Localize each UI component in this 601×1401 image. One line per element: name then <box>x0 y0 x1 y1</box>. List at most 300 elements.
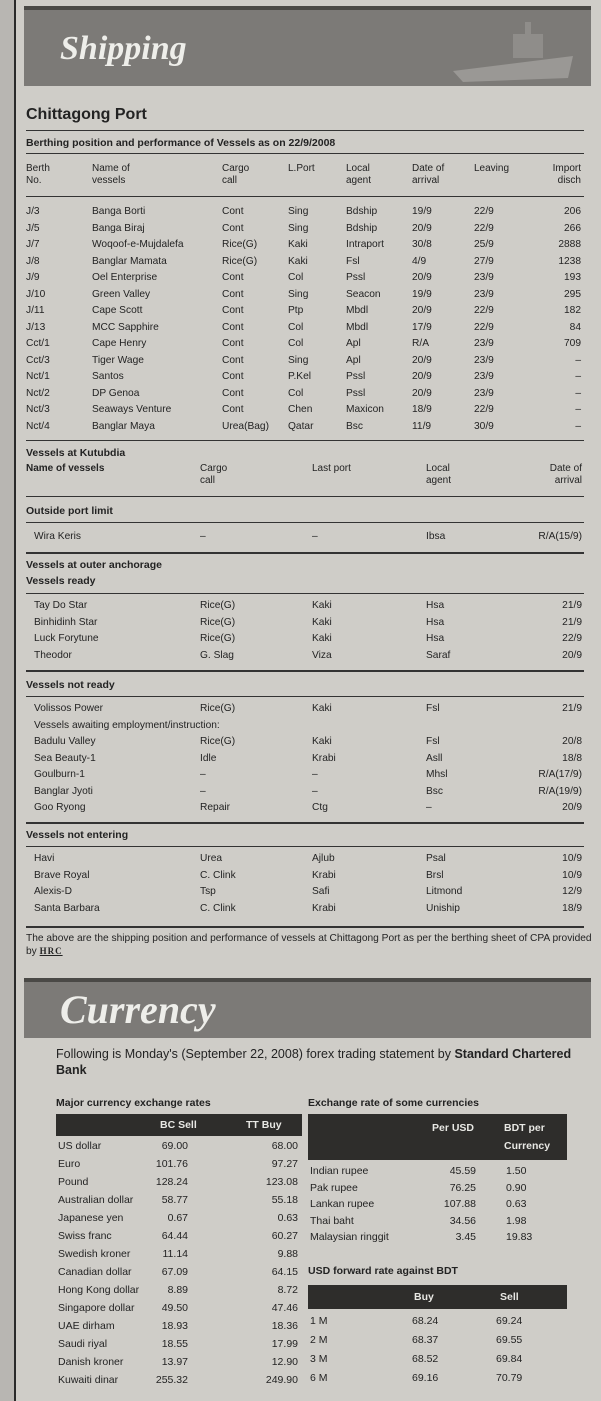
bc-sell-rate: 255.32 <box>155 1374 188 1386</box>
arrival-date: 20/8 <box>562 736 582 747</box>
arrival-date: 21/9 <box>562 616 582 628</box>
currency-name: Kuwaiti dinar <box>58 1374 119 1386</box>
vessel-name: Theodor <box>34 649 72 661</box>
per-usd-header: Per USD <box>432 1122 475 1134</box>
header-name: Name of <box>92 163 130 174</box>
arrival-date: 20/9 <box>412 222 432 234</box>
import-disch: – <box>575 420 581 432</box>
newspaper-page <box>16 0 601 1401</box>
vessel-name: Banglar Maya <box>92 420 155 432</box>
kutubdia-header-lastport: Last port <box>312 463 351 474</box>
some-rates-header <box>308 1114 567 1160</box>
arrival-date: R/A(15/9) <box>538 531 582 542</box>
arrival-date: 18/9 <box>562 902 582 914</box>
kutubdia-header-name: Name of vessels <box>26 463 105 474</box>
forward-rates-title: USD forward rate against BDT <box>308 1265 458 1277</box>
berth-no: J/11 <box>26 305 45 316</box>
cargo: Cont <box>222 206 244 217</box>
sell-header: Sell <box>500 1291 519 1303</box>
bdt-per-currency: 0.90 <box>506 1181 527 1194</box>
vessel-name: Woqoof-e-Mujdalefa <box>92 239 184 250</box>
local-agent: Bsc <box>426 785 443 797</box>
leaving-date: 23/9 <box>474 371 494 382</box>
import-disch: 709 <box>564 338 581 349</box>
tt-buy-rate: 123.08 <box>265 1176 298 1188</box>
header-cargo: Cargo <box>222 163 250 174</box>
vessel-name: DP Genoa <box>92 387 140 399</box>
bdt-per-currency: 0.63 <box>506 1198 527 1210</box>
local-agent: Apl <box>346 338 361 349</box>
local-agent: Brsl <box>426 869 444 881</box>
vessel-name: Santa Barbara <box>34 902 100 914</box>
vessel-name: Cape Henry <box>92 338 147 349</box>
arrival-date: 21/9 <box>562 600 582 611</box>
cargo: Rice(G) <box>222 239 258 250</box>
divider <box>26 593 584 594</box>
last-port: Safi <box>312 886 330 897</box>
forward-sell: 70.79 <box>496 1372 523 1384</box>
tt-buy-rate: 68.00 <box>271 1140 298 1152</box>
last-port: Kaki <box>312 616 332 628</box>
load-port: Col <box>288 338 304 349</box>
bc-sell-rate: 8.89 <box>167 1284 188 1296</box>
header-cargo: call <box>222 175 238 186</box>
arrival-date: 11/9 <box>412 420 432 432</box>
cargo: Repair <box>200 802 231 813</box>
currency-name: Thai baht <box>310 1214 354 1227</box>
forward-buy: 68.52 <box>412 1353 439 1365</box>
vessel-name: Sea Beauty-1 <box>34 752 96 764</box>
currency-banner <box>24 978 591 1038</box>
leaving-date: 23/9 <box>474 387 494 399</box>
kutubdia-header-agent: agent <box>426 475 452 486</box>
kutubdia-header-arrival: arrival <box>554 475 582 486</box>
local-agent: Saraf <box>426 649 451 661</box>
local-agent: Bsc <box>346 420 363 432</box>
cargo: Cont <box>222 222 244 234</box>
berth-no: Nct/3 <box>26 404 50 415</box>
vessel-name: Havi <box>34 853 55 864</box>
bdt-per-header: BDT per <box>504 1122 545 1134</box>
leaving-date: 22/9 <box>474 222 494 234</box>
divider <box>26 522 584 523</box>
local-agent: Pssl <box>346 272 366 283</box>
header-agent: agent <box>346 175 372 186</box>
leaving-date: 22/9 <box>474 321 494 333</box>
divider <box>26 670 584 672</box>
awaiting-title: Vessels awaiting employment/instruction: <box>34 720 220 731</box>
local-agent: Fsl <box>426 736 440 747</box>
last-port: – <box>312 769 318 780</box>
vessel-name: Badulu Valley <box>34 736 96 747</box>
tt-buy-rate: 12.90 <box>271 1356 298 1368</box>
cargo: Rice(G) <box>200 633 236 644</box>
local-agent: Hsa <box>426 616 445 628</box>
divider <box>26 696 584 697</box>
currency-name: Lankan rupee <box>310 1198 375 1210</box>
last-port: Kaki <box>312 600 332 611</box>
bdt-per-currency: 1.50 <box>506 1165 527 1177</box>
shipping-banner <box>24 6 591 86</box>
shipping-banner-title: Shipping <box>60 30 187 67</box>
header-arrival: arrival <box>412 175 440 186</box>
forward-term: 6 M <box>310 1372 328 1384</box>
arrival-date: 21/9 <box>562 703 582 714</box>
tt-buy-header: TT Buy <box>246 1119 282 1131</box>
last-port: Ajlub <box>312 853 335 864</box>
local-agent: Uniship <box>426 902 460 914</box>
header-lport: L.Port <box>288 163 315 174</box>
berth-no: Cct/1 <box>26 338 50 349</box>
divider <box>26 926 584 928</box>
arrival-date: 22/9 <box>562 633 582 644</box>
import-disch: – <box>575 354 581 366</box>
cargo: Urea <box>200 853 223 864</box>
major-rates-title: Major currency exchange rates <box>56 1097 211 1109</box>
last-port: – <box>312 531 318 542</box>
berth-no: Nct/1 <box>26 371 50 382</box>
cargo: C. Clink <box>200 869 236 881</box>
outer-anchorage-title: Vessels at outer anchorage <box>26 559 162 571</box>
hrc-logo: HRC <box>39 946 63 956</box>
bdt-per-currency: 1.98 <box>506 1214 527 1227</box>
berth-no: J/8 <box>26 255 40 267</box>
shipping-footnote <box>26 932 596 958</box>
bdt-per-currency: 19.83 <box>506 1231 533 1243</box>
arrival-date: 17/9 <box>412 321 432 333</box>
cargo: – <box>200 531 206 542</box>
import-disch: 206 <box>564 206 581 217</box>
last-port: Krabi <box>312 902 336 914</box>
import-disch: – <box>575 371 581 382</box>
last-port: Kaki <box>312 633 332 644</box>
forward-buy: 68.24 <box>412 1315 439 1327</box>
some-rates-title: Exchange rate of some currencies <box>308 1097 479 1109</box>
per-usd-rate: 34.56 <box>449 1214 476 1227</box>
leaving-date: 23/9 <box>474 338 494 349</box>
arrival-date: 20/9 <box>412 387 432 399</box>
last-port: Krabi <box>312 869 336 881</box>
not-ready-title: Vessels not ready <box>26 679 115 691</box>
forward-sell: 69.24 <box>496 1315 523 1327</box>
vessel-name: Cape Scott <box>92 305 143 316</box>
local-agent: Psal <box>426 853 446 864</box>
currency-banner-title: Currency <box>60 987 216 1032</box>
vessel-name: Binhidinh Star <box>34 616 98 628</box>
currency-name: Hong Kong dollar <box>58 1284 140 1296</box>
bc-sell-rate: 67.09 <box>161 1266 188 1278</box>
bc-sell-rate: 69.00 <box>161 1140 188 1152</box>
cargo: – <box>200 769 206 780</box>
kutubdia-header-agent: Local <box>426 463 450 474</box>
forward-rates-header <box>308 1285 567 1309</box>
cargo: Rice(G) <box>200 703 236 714</box>
vessel-name: Seaways Venture <box>92 404 172 415</box>
local-agent: Litmond <box>426 886 463 897</box>
divider <box>26 440 584 441</box>
vessel-name: Santos <box>92 371 124 382</box>
adjacent-column-edge <box>0 0 16 1401</box>
header-agent: Local <box>346 163 370 174</box>
header-import: Import <box>552 163 581 174</box>
header-berth: No. <box>26 175 42 186</box>
leaving-date: 22/9 <box>474 206 494 217</box>
last-port: Viza <box>312 649 332 661</box>
currency-name: Danish kroner <box>58 1356 124 1368</box>
forward-sell: 69.84 <box>496 1353 523 1365</box>
local-agent: Hsa <box>426 633 445 644</box>
vessel-name: Brave Royal <box>34 869 90 881</box>
leaving-date: 27/9 <box>474 255 494 267</box>
last-port: Kaki <box>312 703 332 714</box>
currency-name: Swiss franc <box>58 1230 112 1242</box>
tt-buy-rate: 55.18 <box>271 1194 298 1206</box>
local-agent: Hsa <box>426 600 445 611</box>
cargo: Cont <box>222 288 244 300</box>
currency-name: Japanese yen <box>58 1212 124 1224</box>
cargo: Rice(G) <box>200 600 236 611</box>
major-rates-header <box>56 1114 302 1136</box>
currency-name: Australian dollar <box>58 1194 134 1206</box>
vessel-name: Tiger Wage <box>92 354 144 366</box>
import-disch: 1238 <box>558 255 581 267</box>
cargo: Cont <box>222 387 244 399</box>
local-agent: Bdship <box>346 206 378 217</box>
currency-name: Swedish kroner <box>58 1248 131 1260</box>
currency-name: Canadian dollar <box>58 1266 132 1278</box>
bc-sell-rate: 18.55 <box>161 1338 188 1350</box>
arrival-date: 18/9 <box>412 404 432 415</box>
vessel-name: Alexis-D <box>34 886 72 897</box>
vessel-name: Goo Ryong <box>34 802 86 813</box>
local-agent: Mbdl <box>346 321 369 333</box>
leaving-date: 25/9 <box>474 239 494 250</box>
bc-sell-rate: 128.24 <box>155 1176 188 1188</box>
last-port: – <box>312 785 318 797</box>
load-port: Kaki <box>288 239 308 250</box>
vessel-name: Luck Forytune <box>34 633 99 644</box>
ship-watermark-icon <box>443 16 583 86</box>
tt-buy-rate: 9.88 <box>277 1248 298 1260</box>
not-entering-title: Vessels not entering <box>26 829 129 841</box>
leaving-date: 23/9 <box>474 288 494 300</box>
load-port: Sing <box>288 354 309 366</box>
local-agent: Pssl <box>346 371 366 382</box>
tt-buy-rate: 8.72 <box>277 1284 298 1296</box>
local-agent: Bdship <box>346 222 378 234</box>
divider <box>26 846 584 847</box>
load-port: Chen <box>288 404 313 415</box>
vessel-name: Banga Borti <box>92 206 146 217</box>
forward-sell: 69.55 <box>496 1334 523 1346</box>
currency-name: Euro <box>58 1158 81 1170</box>
arrival-date: R/A(19/9) <box>538 785 582 797</box>
load-port: Sing <box>288 288 309 300</box>
berth-no: J/3 <box>26 206 40 217</box>
per-usd-rate: 45.59 <box>449 1165 476 1177</box>
cargo: Cont <box>222 305 244 316</box>
import-disch: 84 <box>569 321 581 333</box>
import-disch: 295 <box>564 288 581 300</box>
berth-no: J/9 <box>26 272 40 283</box>
arrival-date: 12/9 <box>562 886 582 897</box>
vessel-name: Tay Do Star <box>34 600 88 611</box>
cargo: Rice(G) <box>200 736 236 747</box>
outside-title: Outside port limit <box>26 505 113 517</box>
arrival-date: 19/9 <box>412 288 432 300</box>
vessel-name: Volissos Power <box>34 703 104 714</box>
bc-sell-rate: 18.93 <box>161 1320 188 1332</box>
cargo: Cont <box>222 321 244 333</box>
leaving-date: 22/9 <box>474 404 494 415</box>
currency-header: Currency <box>504 1140 551 1152</box>
cargo: Rice(G) <box>222 255 258 267</box>
kutubdia-title: Vessels at Kutubdia <box>26 447 126 459</box>
vessel-name: Oel Enterprise <box>92 272 158 283</box>
cargo: – <box>200 785 206 797</box>
bc-sell-rate: 11.14 <box>162 1248 188 1260</box>
tt-buy-rate: 64.15 <box>271 1266 298 1278</box>
currency-name: Saudi riyal <box>58 1338 108 1350</box>
cargo: Cont <box>222 371 244 382</box>
local-agent: – <box>426 802 432 813</box>
footnote-text: The above are the shipping position and performance of vessels at Chittagong Port as per the berthing sheet of CPA provided by <box>26 933 592 957</box>
import-disch: 182 <box>564 305 581 316</box>
local-agent: Mhsl <box>426 769 448 780</box>
divider <box>26 552 584 554</box>
load-port: Col <box>288 272 304 283</box>
berth-no: Cct/3 <box>26 354 50 366</box>
arrival-date: 20/9 <box>562 649 582 661</box>
tt-buy-rate: 18.36 <box>271 1320 298 1332</box>
arrival-date: 20/9 <box>412 305 432 316</box>
ready-title: Vessels ready <box>26 575 96 587</box>
cargo: Tsp <box>200 886 216 897</box>
leaving-date: 22/9 <box>474 305 494 316</box>
local-agent: Apl <box>346 354 361 366</box>
per-usd-rate: 76.25 <box>449 1181 476 1194</box>
vessel-name: MCC Sapphire <box>92 321 159 333</box>
local-agent: Maxicon <box>346 404 384 415</box>
vessel-name: Green Valley <box>92 288 151 300</box>
currency-name: Singapore dollar <box>58 1302 135 1314</box>
bc-sell-rate: 101.76 <box>155 1158 188 1170</box>
divider <box>26 130 584 131</box>
forward-buy: 68.37 <box>412 1334 439 1346</box>
divider <box>26 153 584 154</box>
load-port: Col <box>288 387 304 399</box>
tt-buy-rate: 17.99 <box>271 1338 298 1350</box>
import-disch: 193 <box>564 272 581 283</box>
divider <box>26 196 584 197</box>
cargo: Cont <box>222 354 244 366</box>
arrival-date: R/A(17/9) <box>538 769 582 780</box>
import-disch: 2888 <box>558 239 581 250</box>
per-usd-rate: 3.45 <box>455 1231 476 1243</box>
cargo: Cont <box>222 272 244 283</box>
intro-bank: Standard Chartered Bank <box>56 1047 572 1077</box>
tt-buy-rate: 47.46 <box>271 1302 298 1314</box>
vessel-name: Banglar Jyoti <box>34 785 93 797</box>
vessel-name: Banglar Mamata <box>92 255 167 267</box>
intro-text: Following is Monday's (September 22, 2008) forex trading statement by <box>56 1047 451 1061</box>
cargo: Cont <box>222 404 244 415</box>
header-name: vessels <box>92 175 126 186</box>
bc-sell-rate: 49.50 <box>161 1302 188 1314</box>
currency-name: US dollar <box>58 1140 102 1152</box>
load-port: Kaki <box>288 255 308 267</box>
load-port: Sing <box>288 206 309 217</box>
import-disch: 266 <box>564 222 581 234</box>
currency-name: UAE dirham <box>58 1320 115 1332</box>
leaving-date: 23/9 <box>474 354 494 366</box>
load-port: Col <box>288 321 304 333</box>
arrival-date: R/A <box>412 338 429 349</box>
import-disch: – <box>575 387 581 399</box>
currency-name: Pak rupee <box>310 1181 358 1194</box>
local-agent: Fsl <box>346 255 360 267</box>
local-agent: Mbdl <box>346 305 369 316</box>
tt-buy-rate: 97.27 <box>271 1158 298 1170</box>
header-arrival: Date of <box>412 163 445 174</box>
berth-no: J/7 <box>26 239 40 250</box>
port-title: Chittagong Port <box>26 106 147 123</box>
cargo: Cont <box>222 338 244 349</box>
currency-name: Indian rupee <box>310 1165 369 1177</box>
berth-no: Nct/2 <box>26 387 50 399</box>
arrival-date: 10/9 <box>562 853 582 864</box>
forward-term: 1 M <box>310 1315 328 1327</box>
arrival-date: 20/9 <box>412 371 432 382</box>
tt-buy-rate: 249.90 <box>265 1374 298 1386</box>
load-port: P.Kel <box>288 371 312 382</box>
local-agent: Intraport <box>346 239 384 250</box>
leaving-date: 30/9 <box>474 420 494 432</box>
currency-name: Pound <box>58 1176 89 1188</box>
arrival-date: 4/9 <box>412 255 427 267</box>
bc-sell-rate: 13.97 <box>161 1356 188 1368</box>
currency-name: Malaysian ringgit <box>310 1231 389 1243</box>
bc-sell-header: BC Sell <box>160 1119 197 1131</box>
forward-buy: 69.16 <box>412 1372 439 1384</box>
berth-no: Nct/4 <box>26 420 50 432</box>
arrival-date: 30/8 <box>412 239 432 250</box>
currency-intro <box>56 1046 586 1078</box>
vessel-name: Banga Biraj <box>92 222 145 234</box>
arrival-date: 18/8 <box>562 752 582 764</box>
cargo: G. Slag <box>200 649 234 661</box>
forward-term: 3 M <box>310 1353 328 1365</box>
berthing-subtitle: Berthing position and performance of Vessels as on 22/9/2008 <box>26 137 336 149</box>
per-usd-rate: 107.88 <box>443 1198 476 1210</box>
berth-no: J/10 <box>26 288 46 300</box>
load-port: Sing <box>288 222 309 234</box>
forward-term: 2 M <box>310 1334 328 1346</box>
vessel-name: Goulburn-1 <box>34 769 85 780</box>
local-agent: Fsl <box>426 703 440 714</box>
leaving-date: 23/9 <box>474 272 494 283</box>
header-import: disch <box>557 175 581 186</box>
arrival-date: 19/9 <box>412 206 432 217</box>
local-agent: Seacon <box>346 288 381 300</box>
vessel-name: Wira Keris <box>34 531 81 542</box>
last-port: Ctg <box>312 802 328 813</box>
cargo: Rice(G) <box>200 616 236 628</box>
cargo: Idle <box>200 752 217 764</box>
cargo: C. Clink <box>200 902 236 914</box>
divider <box>26 496 584 497</box>
kutubdia-header-cargo: call <box>200 475 216 486</box>
